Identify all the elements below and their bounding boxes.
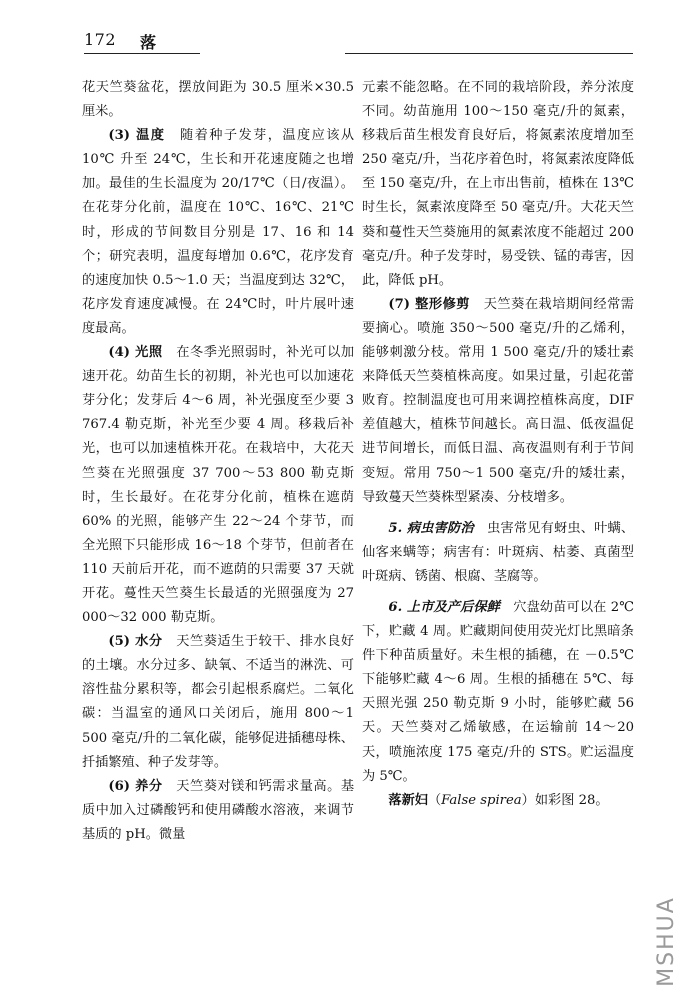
paragraph-text: 在冬季光照弱时，补光可以加速开花。幼苗生长的初期，补光也可以加速花芽分化；发芽后 4～6 周，补光强度至少要 3 767.4 勒克斯，补光至少要 4 周。移栽后补光，也可以加速植株开花。在栽培中，大花天竺葵在光照强度 37 700～53 800 勒克斯时，生长最好。在花芽分化前，植株在遮荫 60% 的光照，能够产生 22～24 个芽节，而全光照下只能形成 16～18 个芽节，但前者在 110 天前后开花，而不遮荫的只需要 37 天就开花。蔓性天竺葵生长最适的光照强度为 27 000～32 000 勒克斯。 [82, 345, 355, 626]
paragraph [82, 76, 354, 124]
paragraph-text: 天竺葵在栽培期间经常需要摘心。喷施 350～500 毫克/升的乙烯利，能够刺激分枝。常用 1 500 毫克/升的矮壮素来降低天竺葵植株高度。如果过量，引起花蕾败育。控制温度也可用来调控植株高度，DIF 差值越大，植株节间越长。高日温、低夜温促进节间增长，而低日温、高夜温则有利于节间变短。常用 750～1 500 毫克/升的矮壮素，导致蔓天竺葵株型紧凑、分枝增多。 [362, 296, 634, 505]
paragraph-text: 天竺葵对镁和钙需求量高。基质中加入过磷酸钙和使用磷酸水溶液，来调节基质的 pH。微量 [82, 778, 355, 842]
paragraph [362, 76, 634, 293]
entry-paren-close: ） [521, 792, 535, 808]
right-column [362, 76, 634, 813]
entry-line [362, 789, 634, 813]
paragraph [82, 124, 354, 341]
paragraph-text: 穴盘幼苗可以在 2℃下，贮藏 4 周。贮藏期间使用荧光灯比黑暗条件下种苗质量好。未生根的插穗，在 －0.5℃下能够贮藏 4～6 周。生根的插穗在 5℃、每天照光强 250 勒克斯 9 小时，能够贮藏 56 天。天竺葵对乙烯敏感，在运输前 14～20 天，喷施浓度 175 毫克/升的 STS。贮运温度为 5℃。 [362, 599, 634, 784]
page-number: 172 [84, 30, 117, 49]
paragraph-text: 元素不能忽略。在不同的栽培阶段，养分浓度不同。幼苗施用 100～150 毫克/升的氮素，移栽后苗生根发育良好后，将氮素浓度增加至 250 毫克/升，当花序着色时，将氮素浓度降低至 150 毫克/升，在上市出售前，植株在 13℃ 时生长，氮素浓度降至 50 毫克/升。大花天竺葵和蔓性天竺葵施用的氮素浓度不能超过 200 毫克/升。种子发芽时，易受铁、锰的毒害，因此，降低 pH。 [362, 80, 634, 288]
paragraph [82, 341, 354, 630]
section-heading: (3) 温度 [108, 128, 166, 144]
header-rule-right [345, 53, 633, 54]
left-column [82, 76, 354, 847]
paragraph [82, 630, 354, 775]
section-heading: (7) 整形修剪 [388, 296, 470, 312]
section-heading: 5. 病虫害防治 [388, 520, 474, 536]
paragraph-text: 天竺葵适生于较干、排水良好的土壤。水分过多、缺氧、不适当的淋洗、可溶性盐分累积等，都会引起根系腐烂。二氧化碳：当温室的通风口关闭后，施用 800～1 500 毫克/升的二氧化碳，能够促进插穗母株、扦插繁殖、种子发芽等。 [82, 634, 355, 770]
paragraph [362, 293, 634, 510]
entry-latin-name: False spirea [441, 792, 522, 808]
section-heading: (4) 光照 [108, 345, 163, 361]
running-head: 落 [140, 33, 157, 52]
paragraph [362, 517, 634, 589]
section-heading: (6) 养分 [108, 778, 163, 794]
paragraph-text: 花天竺葵盆花，摆放间距为 30.5 厘米×30.5 厘米。 [82, 80, 354, 120]
entry-paren-open: （ [427, 792, 442, 808]
paragraph-text: 随着种子发芽，温度应该从 10℃ 升至 24℃，生长和开花速度随之也增加。最佳的生长温度为 20/17℃（日/夜温）。在花芽分化前，温度在 10℃、16℃、21℃ 时，形成的节间数目分别是 17、16 和 14 个；研究表明，温度每增加 0.6℃，花序发育的速度加快 0.5～1.0 天；当温度到达 32℃，花序发育速度减慢。在 24℃时，叶片展叶速度最高。 [82, 128, 355, 336]
watermark-text: MSHUA [653, 896, 679, 987]
header-rule-left [84, 53, 200, 54]
section-heading: (5) 水分 [108, 634, 163, 650]
section-heading: 6. 上市及产后保鲜 [388, 599, 500, 615]
entry-suffix: 如彩图 28。 [534, 792, 609, 808]
entry-title: 落新妇 [388, 792, 428, 808]
paragraph [82, 775, 354, 847]
paragraph-text: 虫害常见有蚜虫、叶螨、仙客来螨等；病害有：叶斑病、枯萎、真菌型叶斑病、锈菌、根腐、茎腐等。 [362, 520, 635, 584]
paragraph [362, 596, 634, 789]
watermark [646, 884, 686, 999]
